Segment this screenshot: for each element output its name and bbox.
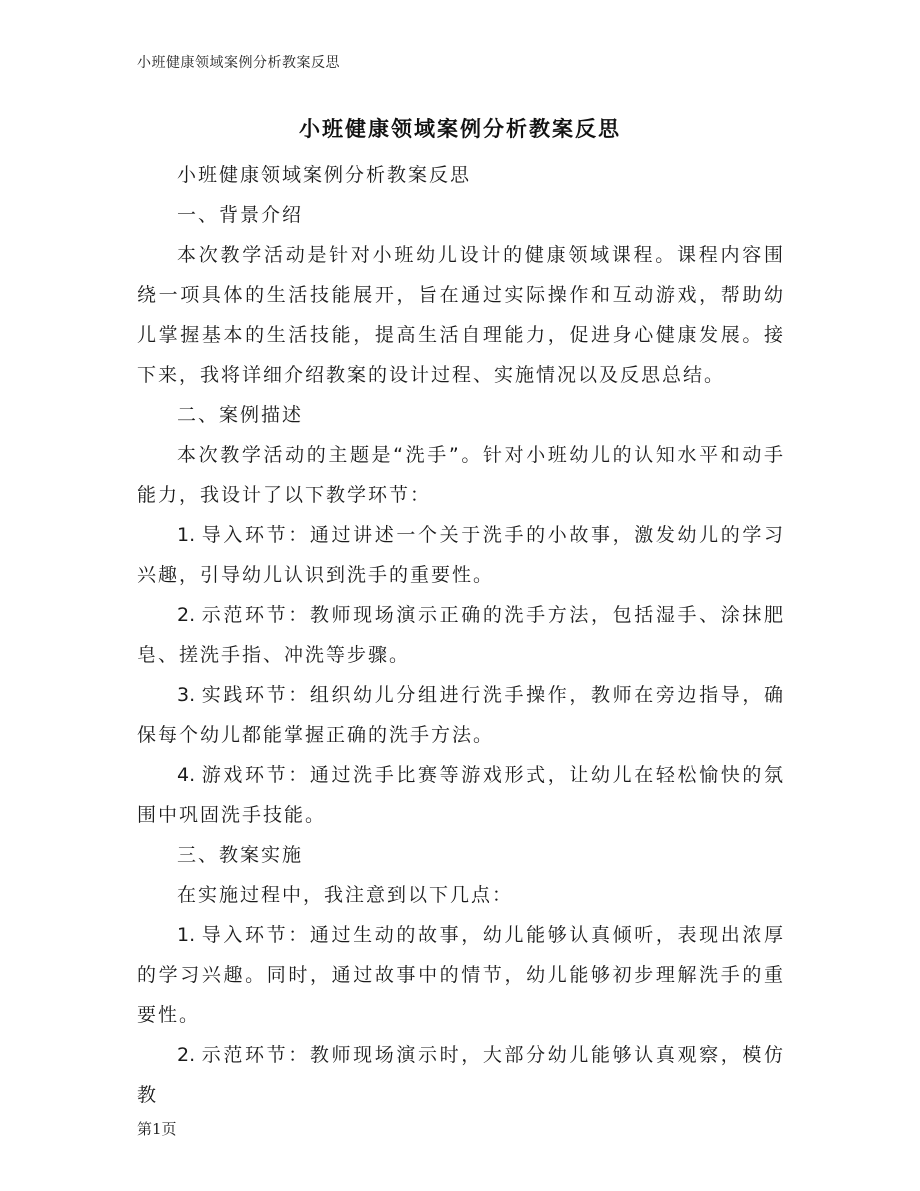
page-number: 第1页 bbox=[137, 1120, 177, 1138]
running-header: 小班健康领域案例分析教案反思 bbox=[137, 55, 340, 71]
paragraph-background: 本次教学活动是针对小班幼儿设计的健康领域课程。课程内容围绕一项具体的生活技能展开，旨在通过实际操作和互动游戏，帮助幼儿掌握基本的生活技能，提高生活自理能力，促进身心健康发展。接下来，我将详细介绍教案的设计过程、实施情况以及反思总结。 bbox=[137, 244, 785, 386]
section-heading-background: 一、背景介绍 bbox=[177, 204, 304, 226]
section-heading-case: 二、案例描述 bbox=[177, 404, 304, 426]
list-item: 4. 游戏环节：通过洗手比赛等游戏形式，让幼儿在轻松愉快的氛围中巩固洗手技能。 bbox=[137, 764, 785, 826]
list-item: 2. 示范环节：教师现场演示正确的洗手方法，包括湿手、涂抹肥皂、搓洗手指、冲洗等步骤。 bbox=[137, 604, 785, 666]
paragraph-subtitle: 小班健康领域案例分析教案反思 bbox=[177, 164, 472, 186]
list-item: 1. 导入环节：通过生动的故事，幼儿能够认真倾听，表现出浓厚的学习兴趣。同时，通过故事中的情节，幼儿能够初步理解洗手的重要性。 bbox=[137, 924, 785, 1026]
section-heading-implementation: 三、教案实施 bbox=[177, 844, 304, 866]
document-body bbox=[137, 155, 785, 1115]
list-item: 1. 导入环节：通过讲述一个关于洗手的小故事，激发幼儿的学习兴趣，引导幼儿认识到洗手的重要性。 bbox=[137, 524, 785, 586]
paragraph-implementation-intro: 在实施过程中，我注意到以下几点： bbox=[177, 884, 514, 906]
paragraph-case-intro: 本次教学活动的主题是“洗手”。针对小班幼儿的认知水平和动手能力，我设计了以下教学环节： bbox=[137, 444, 785, 506]
document-title: 小班健康领域案例分析教案反思 bbox=[299, 117, 621, 141]
list-item: 2. 示范环节：教师现场演示时，大部分幼儿能够认真观察，模仿教 bbox=[137, 1044, 785, 1106]
list-item: 3. 实践环节：组织幼儿分组进行洗手操作，教师在旁边指导，确保每个幼儿都能掌握正确的洗手方法。 bbox=[137, 684, 785, 746]
